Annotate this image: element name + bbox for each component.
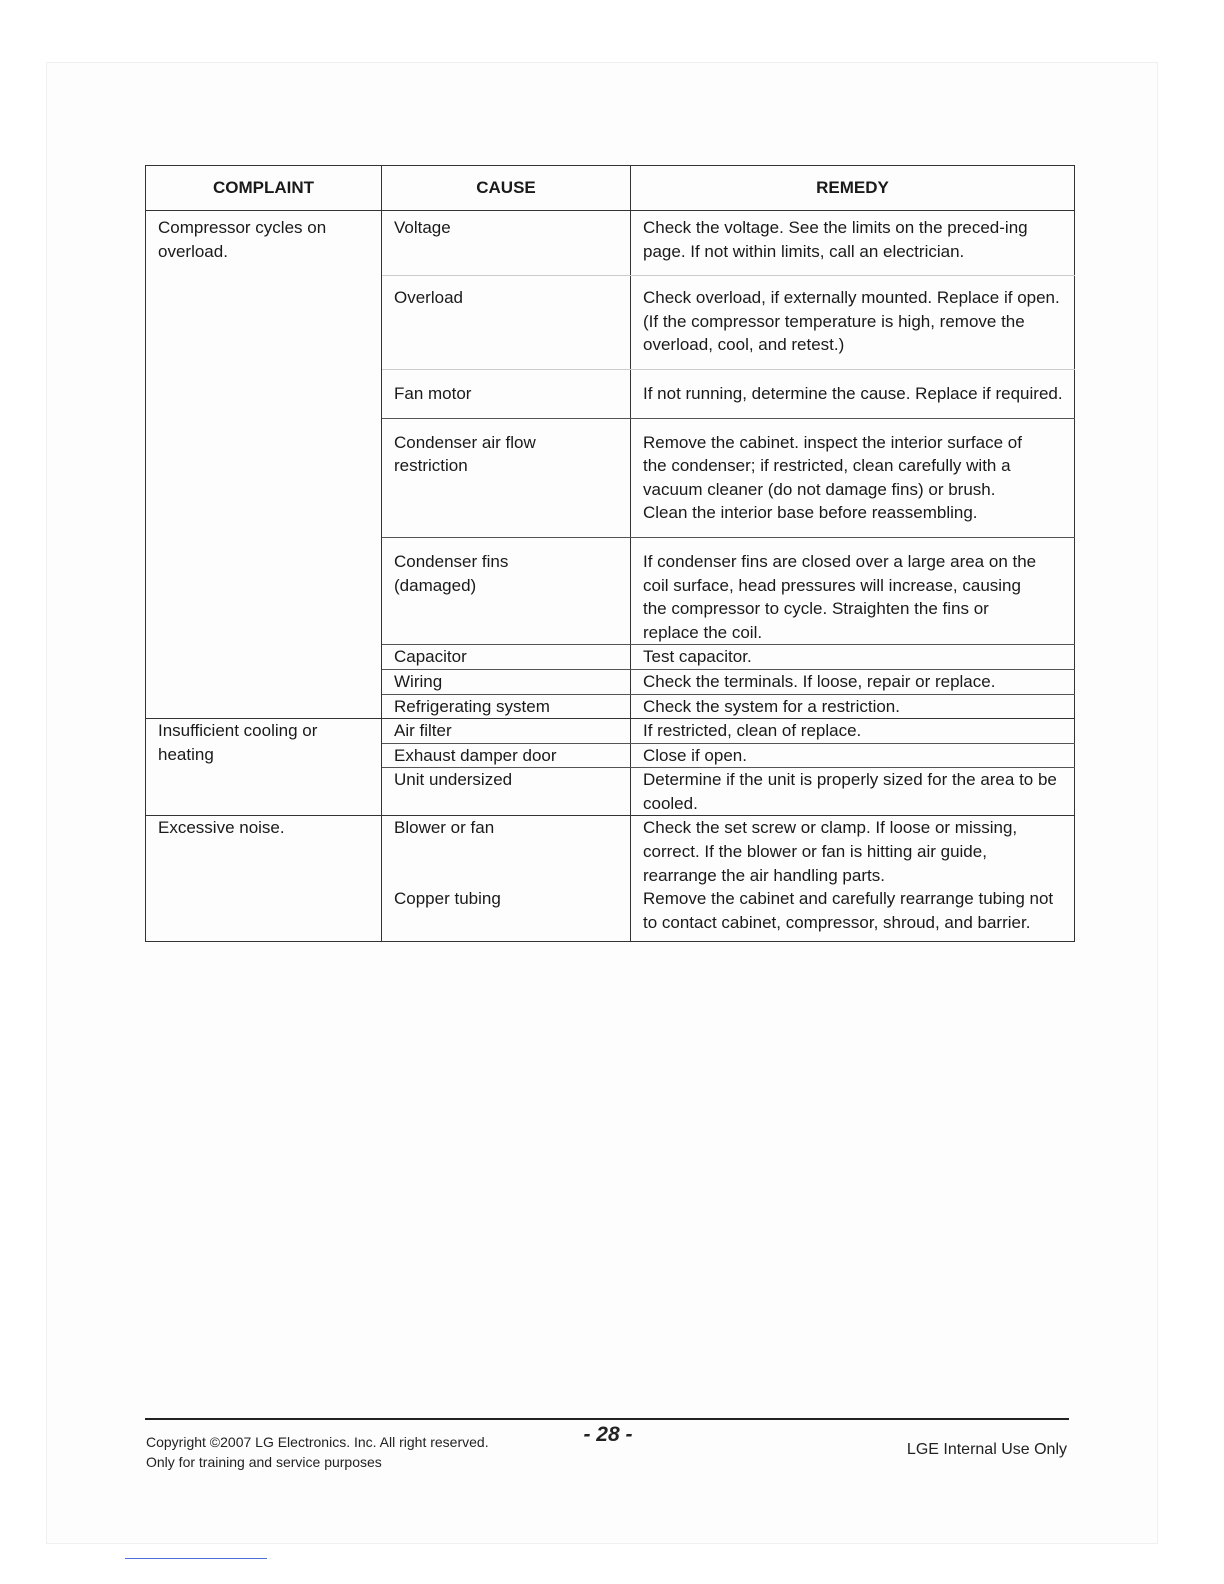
cause-cell: Condenser air flow restriction (382, 418, 631, 537)
link-underline (125, 1558, 267, 1559)
page-number: - 28 - (583, 1423, 633, 1446)
internal-use-label: LGE Internal Use Only (906, 1441, 1067, 1458)
table-row (146, 211, 1075, 276)
remedy-cell: Check the set screw or clamp. If loose or missing, correct. If the blower or fan is hitting air guide, rearrange the air handling parts. (631, 816, 1075, 888)
complaint-cell: Excessive noise. (146, 816, 382, 941)
cause-cell: Capacitor (382, 645, 631, 670)
remedy-cell: Check the terminals. If loose, repair or replace. (631, 669, 1075, 694)
complaint-cell: Compressor cycles on overload. (158, 218, 327, 261)
cause-cell: Voltage (382, 211, 631, 276)
remedy-cell: Check overload, if externally mounted. Replace if open. (If the compressor temperature is high, remove the overload, cool, and retest.) (631, 276, 1075, 370)
header-complaint: COMPLAINT (146, 166, 382, 211)
remedy-cell: If condenser fins are closed over a large area on the coil surface, head pressures will increase, causing the compressor to cycle. Straighten the fins or replace the coil. (631, 537, 1075, 644)
remedy-cell: Remove the cabinet. inspect the interior surface of the condenser; if restricted, clean carefully with a vacuum cleaner (do not damage fins) or brush. Clean the interior base before reassembling. (631, 418, 1075, 537)
header-remedy: REMEDY (631, 166, 1075, 211)
table-header-row (146, 166, 1075, 211)
remedy-cell: If not running, determine the cause. Replace if required. (631, 369, 1075, 418)
cause-cell: Exhaust damper door (382, 743, 631, 768)
remedy-cell: Check the system for a restriction. (631, 694, 1075, 719)
table-row (146, 719, 1075, 744)
complaint-cell: Insufficient cooling or heating (146, 719, 382, 816)
copyright-text: Copyright ©2007 LG Electronics. Inc. All right reserved. (146, 1434, 489, 1450)
cause-cell: Overload (382, 276, 631, 370)
remedy-cell: If restricted, clean of replace. (631, 719, 1075, 744)
table-row (146, 816, 1075, 888)
troubleshooting-table (145, 165, 1075, 942)
footer-left (146, 1432, 489, 1472)
cause-cell: Refrigerating system (382, 694, 631, 719)
purpose-text: Only for training and service purposes (146, 1454, 382, 1470)
remedy-cell: Determine if the unit is properly sized for the area to be cooled. (631, 768, 1075, 816)
remedy-cell: Remove the cabinet and carefully rearrange tubing not to contact cabinet, compressor, shroud, and barrier. (631, 887, 1075, 941)
cause-cell: Blower or fan (382, 816, 631, 888)
header-cause: CAUSE (382, 166, 631, 211)
cause-cell: Fan motor (382, 369, 631, 418)
remedy-cell: Close if open. (631, 743, 1075, 768)
remedy-cell: Test capacitor. (631, 645, 1075, 670)
cause-cell: Wiring (382, 669, 631, 694)
cause-cell: Unit undersized (382, 768, 631, 816)
cause-cell: Copper tubing (382, 887, 631, 941)
remedy-cell: Check the voltage. See the limits on the preced-ing page. If not within limits, call an electrician. (631, 211, 1075, 276)
footer-rule (145, 1418, 1069, 1420)
cause-cell: Condenser fins (damaged) (382, 537, 631, 644)
cause-cell: Air filter (382, 719, 631, 744)
